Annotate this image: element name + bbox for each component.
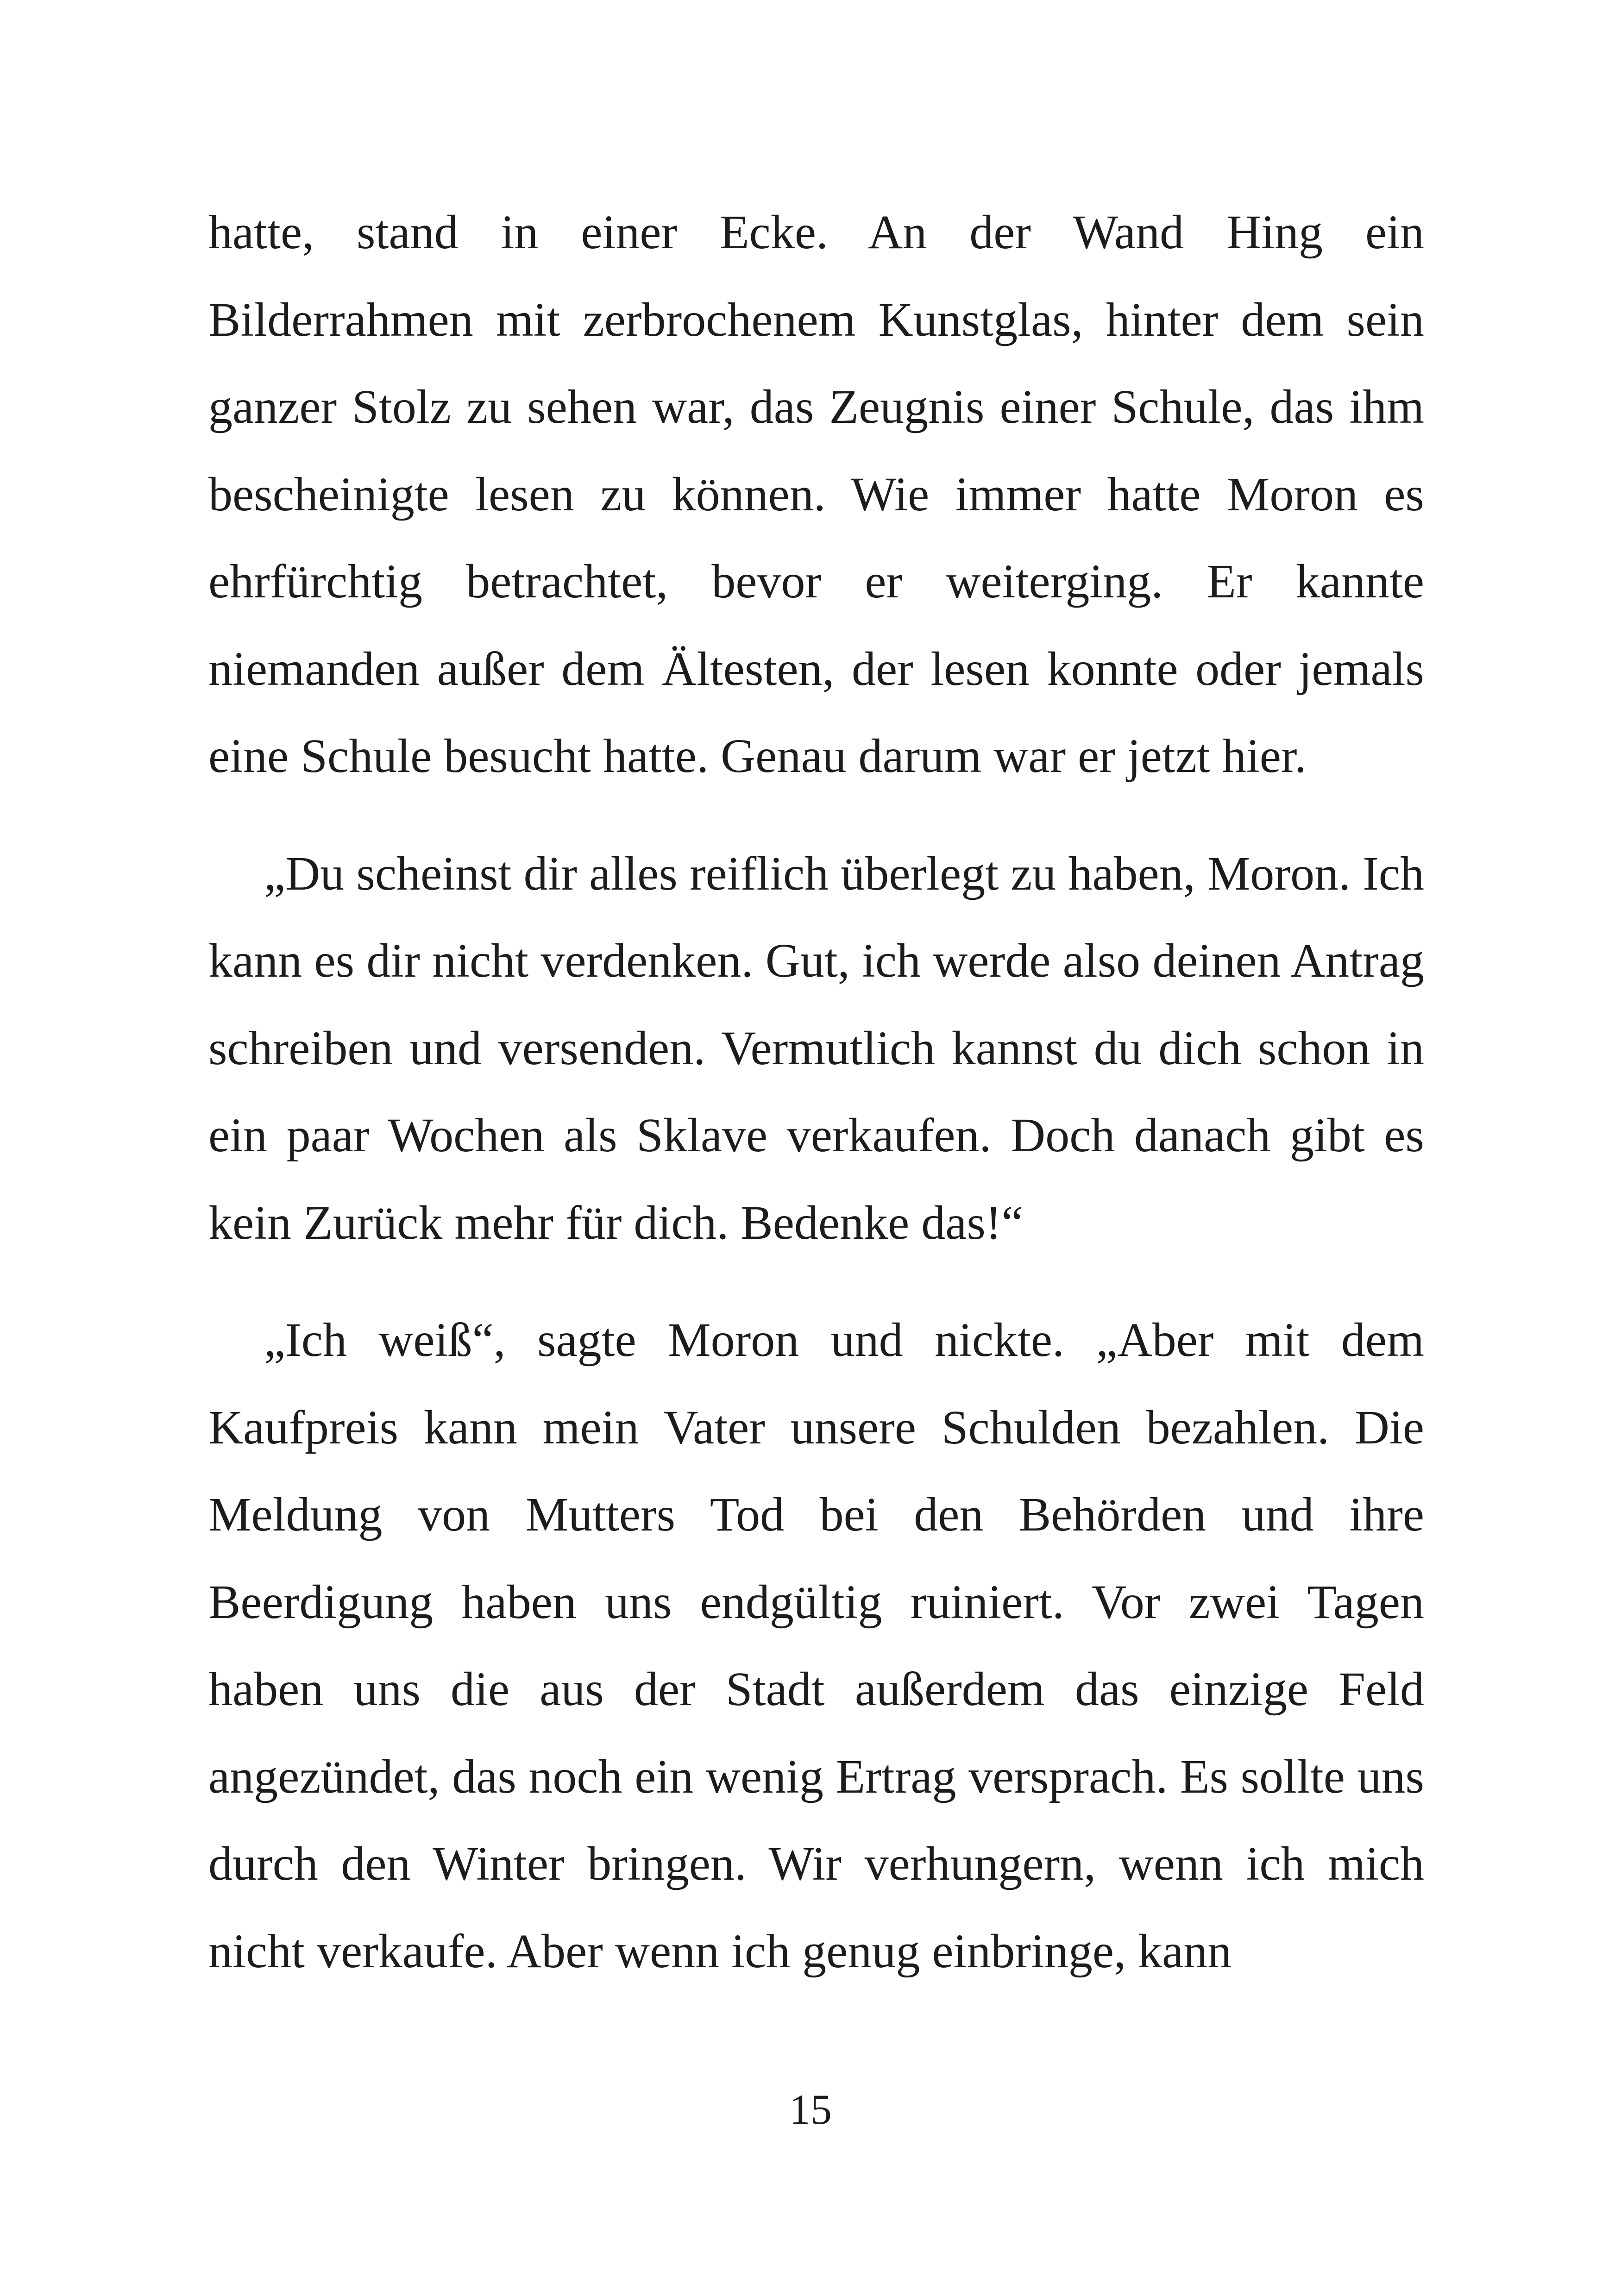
body-text [208,189,1424,1995]
paragraph-1: hatte, stand in einer Ecke. An der Wand Hing ein Bilderrahmen mit zerbrochenem Kunstglas, hinter dem sein ganzer Stolz zu sehen war, das Zeugnis einer Schule, das ihm bescheinigte lesen zu können. Wie immer hatte Moron es ehrfürchtig betrachtet, bevor er weiterging. Er kannte niemanden außer dem Ältesten, der lesen konnte oder jemals eine Schule besucht hatte. Genau darum war er jetzt hier. [208,206,1424,783]
paragraph-2: „Du scheinst dir alles reiflich überlegt zu haben, Moron. Ich kann es dir nicht verdenken. Gut, ich werde also deinen Antrag schreiben und versenden. Vermutlich kannst du dich schon in ein paar Wochen als Sklave verkaufen. Doch danach gibt es kein Zurück mehr für dich. Bedenke das!“ [208,847,1424,1249]
page-number: 15 [789,2086,832,2133]
paragraph-3: „Ich weiß“, sagte Moron und nickte. „Aber mit dem Kaufpreis kann mein Vater unsere Schulden bezahlen. Die Meldung von Mutters Tod bei den Behörden und ihre Beerdigung haben uns endgültig ruiniert. Vor zwei Tagen haben uns die aus der Stadt außerdem das einzige Feld angezündet, das noch ein wenig Ertrag versprach. Es sollte uns durch den Winter bringen. Wir verhungern, wenn ich mich nicht verkaufe. Aber wenn ich genug einbringe, kann [208,1313,1424,1978]
